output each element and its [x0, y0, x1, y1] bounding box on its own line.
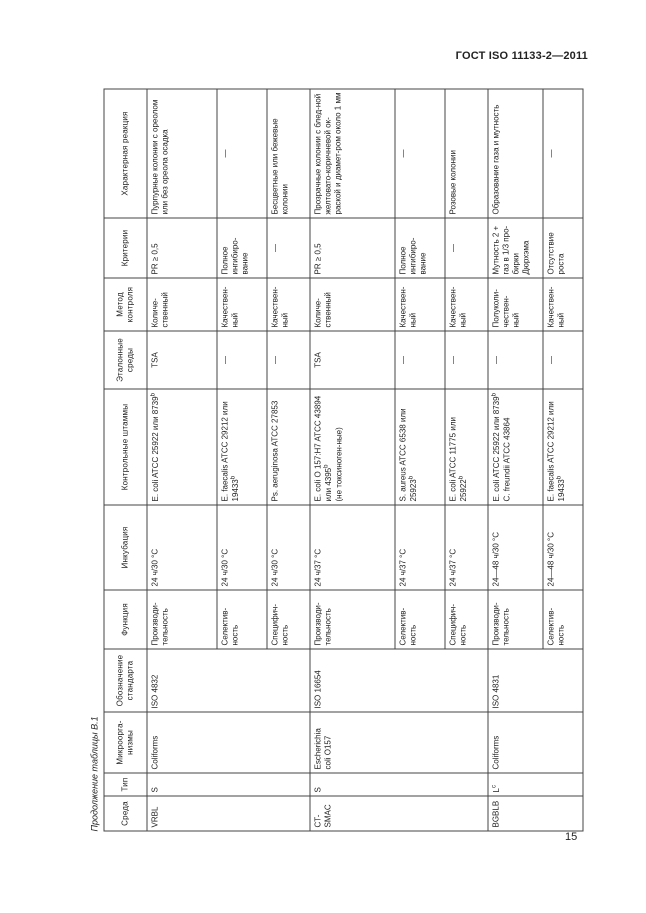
cell-criteria: PR ≥ 0,5 [310, 218, 395, 278]
strain-text: E. faecalis ATCC 29212 или 19433 [546, 401, 567, 502]
footnote-mark: b [408, 475, 415, 480]
cell-criteria: — [267, 218, 310, 278]
table-header-row [104, 89, 147, 831]
cell-reference: — [543, 331, 583, 389]
col-header: Обозначение стандарта [104, 649, 147, 712]
cell-method: Качествен-ный [217, 278, 267, 331]
cell-medium: CT-SMAC [310, 796, 488, 831]
cell-medium: VRBL [147, 796, 310, 831]
cell-strains [217, 389, 267, 505]
footnote-mark: c [491, 785, 498, 789]
table-row [488, 89, 543, 831]
cell-reaction: — [543, 89, 583, 218]
cell-method: Качествен-ный [395, 278, 445, 331]
cell-criteria: Полное ингибиро-вание [217, 218, 267, 278]
cell-incubation: 24 ч/37 °С [395, 505, 445, 590]
cell-criteria: Отсутствие роста [543, 218, 583, 278]
data-table [104, 89, 584, 832]
table-row [147, 89, 217, 831]
strain-text: E. coli O 157:H7 ATCC 43894 или 4395 [313, 395, 334, 502]
col-header: Среда [104, 796, 147, 831]
cell-reference: — [267, 331, 310, 389]
table-caption: Продолжение таблицы В.1 [89, 716, 100, 832]
page-number: 15 [565, 831, 578, 843]
cell-incubation: 24—48 ч/30 °С [543, 505, 583, 590]
cell-criteria: PR ≥ 0,5 [147, 218, 217, 278]
cell-function: Производи-тельность [310, 590, 395, 649]
cell-function: Специфич-ность [445, 590, 488, 649]
cell-reference: — [217, 331, 267, 389]
cell-reaction: Розовые колонии [445, 89, 488, 218]
cell-strains [445, 389, 488, 505]
cell-incubation: 24 ч/37 °С [445, 505, 488, 590]
strain-text: E. coli ATCC 25922 или 8739 [492, 396, 502, 502]
cell-organism: Escherichia coli O157 [310, 712, 488, 773]
cell-strains [543, 389, 583, 505]
cell-organism: Coliforms [147, 712, 310, 773]
cell-reaction: — [395, 89, 445, 218]
cell-method: Качествен-ный [543, 278, 583, 331]
cell-criteria: Мутность 2 + газ в 1/3 про-бирки Дюрхэма [488, 218, 543, 278]
cell-reaction: Бесцветные или бежевые колонии [267, 89, 310, 218]
cell-type: S [310, 773, 488, 796]
cell-standard: ISO 4831 [488, 649, 583, 712]
cell-reference: TSA [147, 331, 217, 389]
table-row [310, 89, 395, 831]
cell-incubation: 24 ч/30 °С [217, 505, 267, 590]
strain-text: S. aureus ATCC 6538 или 25923 [398, 408, 419, 502]
cell-method: Полуколи-чествен-ный [488, 278, 543, 331]
cell-reaction: Прозрачные колонии с блед-ной желтовато-коричневой ок-раской и диамет-ром около 1 мм [310, 89, 395, 218]
cell-strains [147, 389, 217, 505]
cell-incubation: 24 ч/30 °С [267, 505, 310, 590]
rotated-table-block [90, 90, 583, 832]
cell-reference: — [445, 331, 488, 389]
col-header: Метод контроля [104, 278, 147, 331]
cell-incubation: 24—48 ч/30 °С [488, 505, 543, 590]
cell-function: Производи-тельность [147, 590, 217, 649]
cell-criteria: — [445, 218, 488, 278]
cell-organism: Coliforms [488, 712, 583, 773]
col-header: Критерии [104, 218, 147, 278]
footnote-mark: b [458, 475, 465, 480]
cell-function: Селектив-ность [543, 590, 583, 649]
col-header: Функция [104, 590, 147, 649]
footnote-mark: b [556, 475, 563, 480]
col-header: Эталонные среды [104, 331, 147, 389]
cell-function: Селектив-ность [395, 590, 445, 649]
cell-strains [267, 389, 310, 505]
cell-method: Качествен-ный [267, 278, 310, 331]
cell-medium: BGBLB [488, 796, 583, 831]
col-header: Контрольные штаммы [104, 389, 147, 505]
cell-method: Количе-ственный [147, 278, 217, 331]
cell-function: Селектив-ность [217, 590, 267, 649]
cell-incubation: 24 ч/30 °С [147, 505, 217, 590]
cell-method: Качествен-ный [445, 278, 488, 331]
cell-standard: ISO 4832 [147, 649, 310, 712]
cell-type: S [147, 773, 310, 796]
strain-text: Ps. aeruginosa ATCC 27853 [270, 400, 280, 502]
col-header: Характерная реакция [104, 89, 147, 218]
cell-function: Производи-тельность [488, 590, 543, 649]
cell-strains [310, 389, 395, 505]
footnote-mark: b [230, 475, 237, 480]
type-text: L [492, 788, 502, 793]
col-header: Инкубация [104, 505, 147, 590]
cell-type [488, 773, 583, 796]
footnote-mark: b [150, 393, 157, 397]
cell-reaction: Пурпурные колонии с ореолом или без ореола осадка [147, 89, 217, 218]
footnote-mark: b [491, 393, 498, 397]
strain-note: C. freundii ATCC 43864 [502, 417, 512, 502]
strain-text: E. coli ATCC 25922 или 8739 [151, 396, 161, 502]
cell-standard: ISO 16654 [310, 649, 488, 712]
strain-note: (не токсиноген-ные) [334, 427, 344, 502]
cell-strains [488, 389, 543, 505]
strain-text: E. coli ATCC 11775 или 25922 [448, 417, 469, 502]
cell-function: Специфич-ность [267, 590, 310, 649]
document-header: ГОСТ ISO 11133-2—2011 [455, 50, 588, 62]
cell-criteria: Полное ингибиро-вание [395, 218, 445, 278]
cell-reaction: Образование газа и мутность [488, 89, 543, 218]
col-header: Тип [104, 773, 147, 796]
cell-reference: — [488, 331, 543, 389]
cell-incubation: 24 ч/37 °С [310, 505, 395, 590]
col-header: Микроорга-низмы [104, 712, 147, 773]
cell-reference: — [395, 331, 445, 389]
cell-reaction: — [217, 89, 267, 218]
strain-text: E. faecalis ATCC 29212 или 19433 [220, 401, 241, 502]
cell-strains [395, 389, 445, 505]
footnote-mark: b [323, 464, 330, 468]
cell-reference: TSA [310, 331, 395, 389]
cell-method: Количе-ственный [310, 278, 395, 331]
